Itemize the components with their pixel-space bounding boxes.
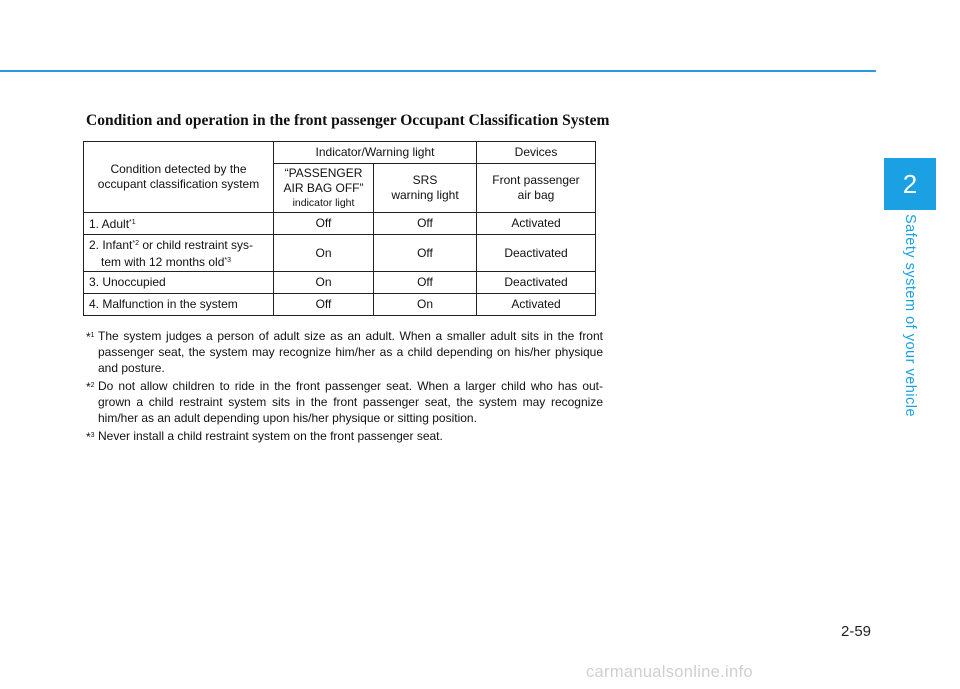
footnote: [86, 378, 603, 426]
footnote-ref: *1: [129, 219, 136, 226]
table-row: [84, 213, 596, 235]
footnote-mark: *$^3$: [86, 430, 95, 444]
header-condition: [84, 142, 274, 213]
header-indicator-group: Indicator/Warning light: [274, 142, 477, 164]
footnote-ref: *2: [132, 240, 139, 247]
chapter-number: 2: [902, 168, 918, 199]
footnote-text: Never install a child restraint system on the front passenger seat.: [98, 429, 443, 443]
row-device: Activated: [477, 294, 596, 316]
section-title: Condition and operation in the front passenger Occupant Classification System: [86, 112, 610, 129]
row-srs: Off: [374, 213, 477, 235]
row-srs: Off: [374, 235, 477, 272]
row-device: Activated: [477, 213, 596, 235]
footnote: [86, 428, 603, 445]
table-row: [84, 272, 596, 294]
row-condition: 4. Malfunction in the system: [84, 294, 274, 316]
header-srs-line1: SRS: [412, 173, 438, 187]
row-condition: [84, 213, 274, 235]
row-srs: Off: [374, 272, 477, 294]
row-indicator: Off: [274, 213, 374, 235]
chapter-title: Safety system of your vehicle: [902, 214, 918, 418]
footnote-ref: *3: [224, 257, 232, 264]
row-indicator: On: [274, 272, 374, 294]
footnote: [86, 328, 603, 376]
ocs-table: [83, 141, 596, 316]
header-front-airbag-line2: air bag: [517, 188, 555, 202]
row-indicator: Off: [274, 294, 374, 316]
row-condition: [84, 235, 274, 272]
table-row: [84, 294, 596, 316]
header-srs-line2: warning light: [391, 188, 459, 202]
row-condition: 3. Unoccupied: [84, 272, 274, 294]
header-front-airbag: [477, 164, 596, 213]
watermark: carmanualsonline.info: [586, 663, 753, 681]
header-airbag-off-line1: “PASSENGER: [284, 165, 363, 180]
row-condition-text: 1. Adult: [89, 217, 130, 231]
table-row: [84, 235, 596, 272]
header-devices: Devices: [477, 142, 596, 164]
top-divider: [0, 70, 876, 72]
chapter-title-vertical: [898, 214, 922, 418]
row-device: Deactivated: [477, 235, 596, 272]
header-front-airbag-line1: Front passenger: [492, 173, 580, 187]
page-number: 2-59: [841, 623, 872, 640]
row-device: Deactivated: [477, 272, 596, 294]
row-condition-text-line2: tem with 12 months old: [101, 255, 225, 269]
header-airbag-off-line2: AIR BAG OFF”: [283, 180, 364, 195]
row-indicator: On: [274, 235, 374, 272]
footnote-mark: *$^1$: [86, 330, 95, 344]
header-condition-text: Condition detected by the occupant classification system: [97, 162, 260, 191]
header-airbag-off-indicator: [274, 164, 374, 213]
footnote-text: Do not allow children to ride in the front passenger seat. When a larger child who has out-grown a child restraint system sits in the front passenger seat, the system may recognize him/her as an adult depending upon his/her physique or sitting position.: [98, 379, 603, 425]
row-condition-text: 2. Infant: [89, 238, 133, 252]
row-condition-text-cont: or child restraint sys-: [139, 238, 254, 252]
footnote-mark: *$^2$: [86, 380, 95, 394]
chapter-tab: [884, 158, 936, 210]
header-srs: [374, 164, 477, 213]
row-srs: On: [374, 294, 477, 316]
header-airbag-off-line3: indicator light: [292, 196, 355, 209]
footnotes: [86, 328, 603, 447]
footnote-text: The system judges a person of adult size as an adult. When a smaller adult sits in the front passenger seat, the system may recognize him/her as a child depending on his/her physique and posture.: [98, 329, 603, 375]
